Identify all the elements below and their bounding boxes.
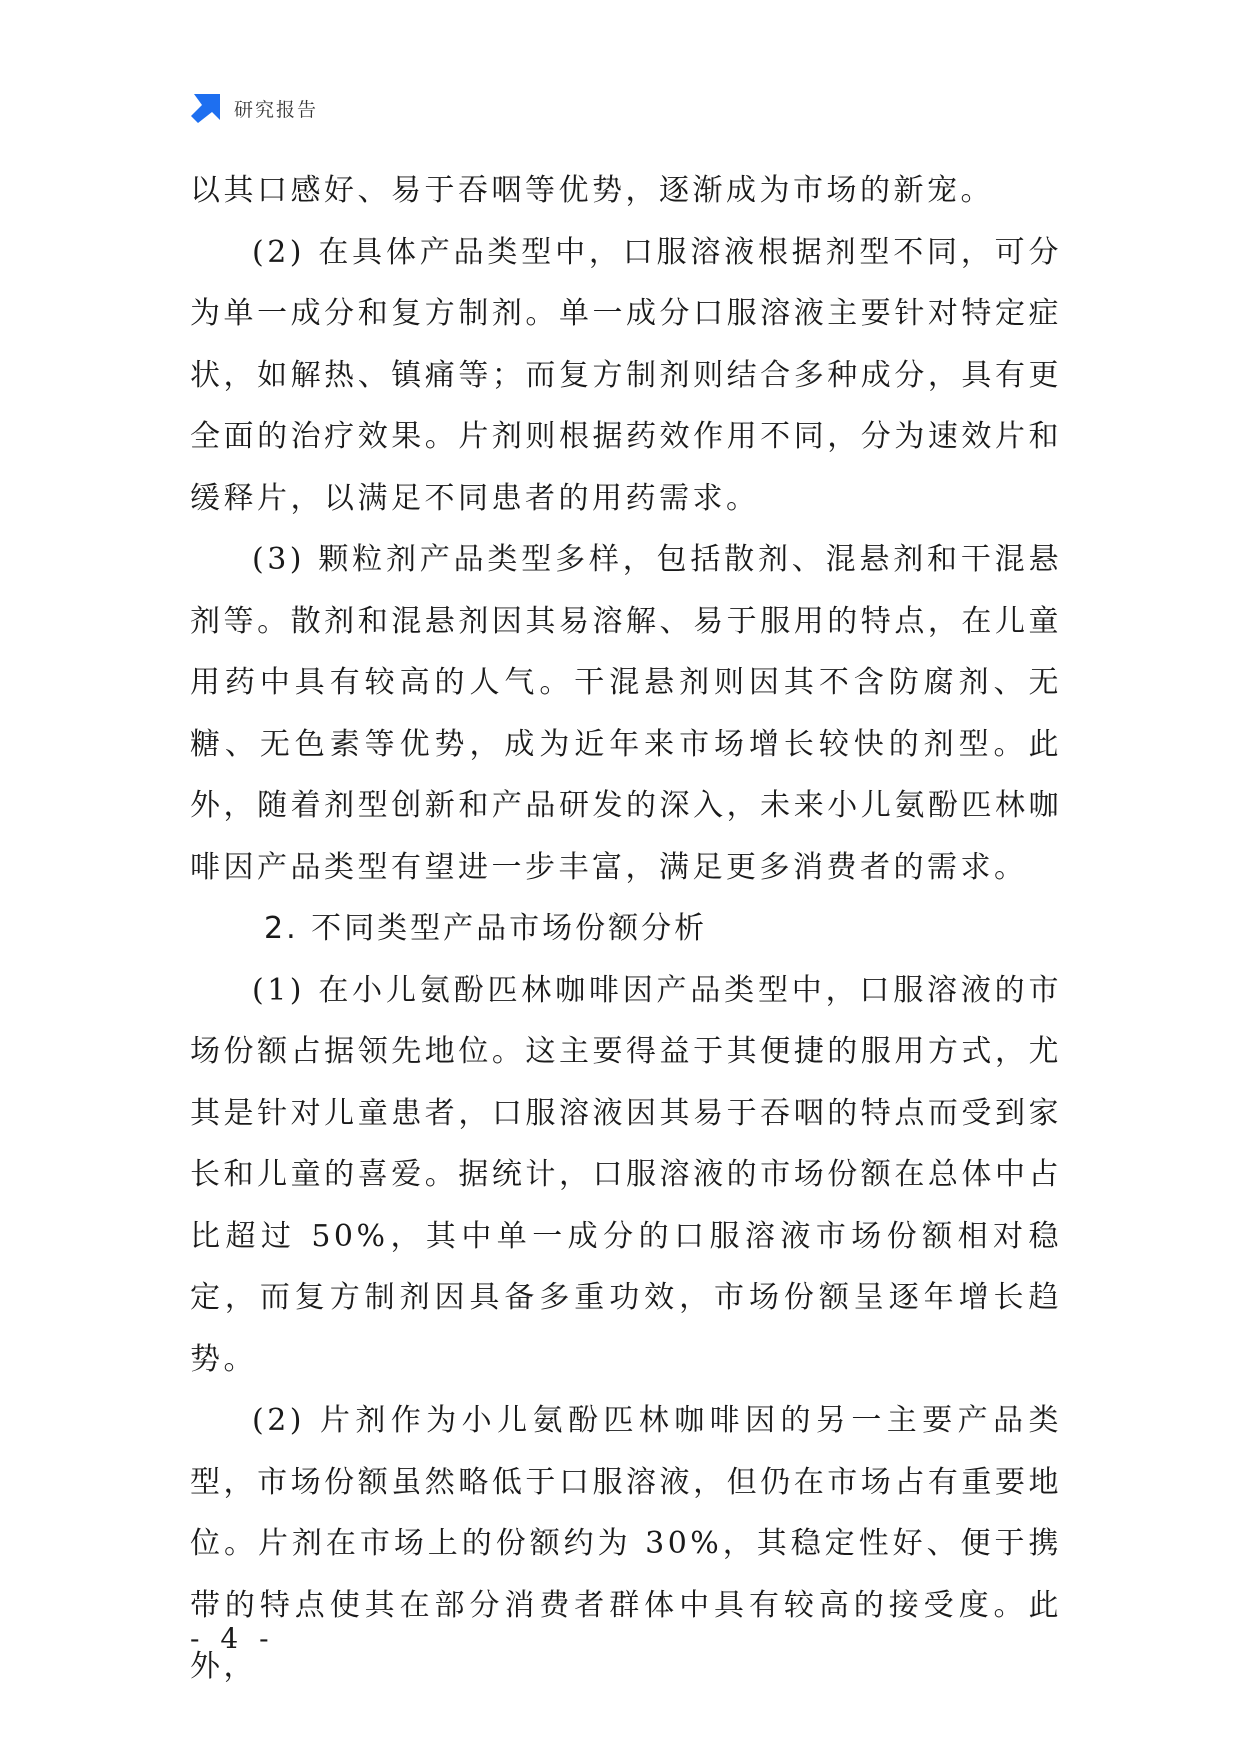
section-heading: 2. 不同类型产品市场份额分析 [264,911,708,946]
paragraph-product-types-2: (2) 在具体产品类型中，口服溶液根据剂型不同，可分为单一成分和复方制剂。单一成分口服溶液主要针对特定症状，如解热、镇痛等；而复方制剂则结合多种成分，具有更全面的治疗效果。片剂则根据药效作用不同，分为速效片和缓释片，以满足不同患者的用药需求。 [190,234,1062,516]
paragraph-continuation: 以其口感好、易于吞咽等优势，逐渐成为市场的新宠。 [190,173,994,208]
header-title: 研究报告 [234,98,319,121]
arrow-up-right-icon [190,92,222,124]
report-body [190,160,1062,1698]
paragraph-market-share-2: (2) 片剂作为小儿氨酚匹林咖啡因的另一主要产品类型，市场份额虽然略低于口服溶液，但仍在市场占有重要地位。片剂在市场上的份额约为 30%，其稳定性好、便于携带的特点使其在部分消费者群体中具有较高的接受度。此外， [190,1403,1062,1684]
paragraph-market-share-1: (1) 在小儿氨酚匹林咖啡因产品类型中，口服溶液的市场份额占据领先地位。这主要得益于其便捷的服用方式，尤其是针对儿童患者，口服溶液因其易于吞咽的特点而受到家长和儿童的喜爱。据统计，口服溶液的市场份额在总体中占比超过 50%，其中单一成分的口服溶液市场份额相对稳定，而复方制剂因具备多重功效，市场份额呈逐年增长趋势。 [190,972,1062,1377]
report-header [190,90,318,126]
paragraph-product-types-3: (3) 颗粒剂产品类型多样，包括散剂、混悬剂和干混悬剂等。散剂和混悬剂因其易溶解、易于服用的特点，在儿童用药中具有较高的人气。干混悬剂则因其不含防腐剂、无糖、无色素等优势，成为近年来市场增长较快的剂型。此外，随着剂型创新和产品研发的深入，未来小儿氨酚匹林咖啡因产品类型有望进一步丰富，满足更多消费者的需求。 [190,542,1062,885]
page-number: - 4 - [190,1622,275,1655]
